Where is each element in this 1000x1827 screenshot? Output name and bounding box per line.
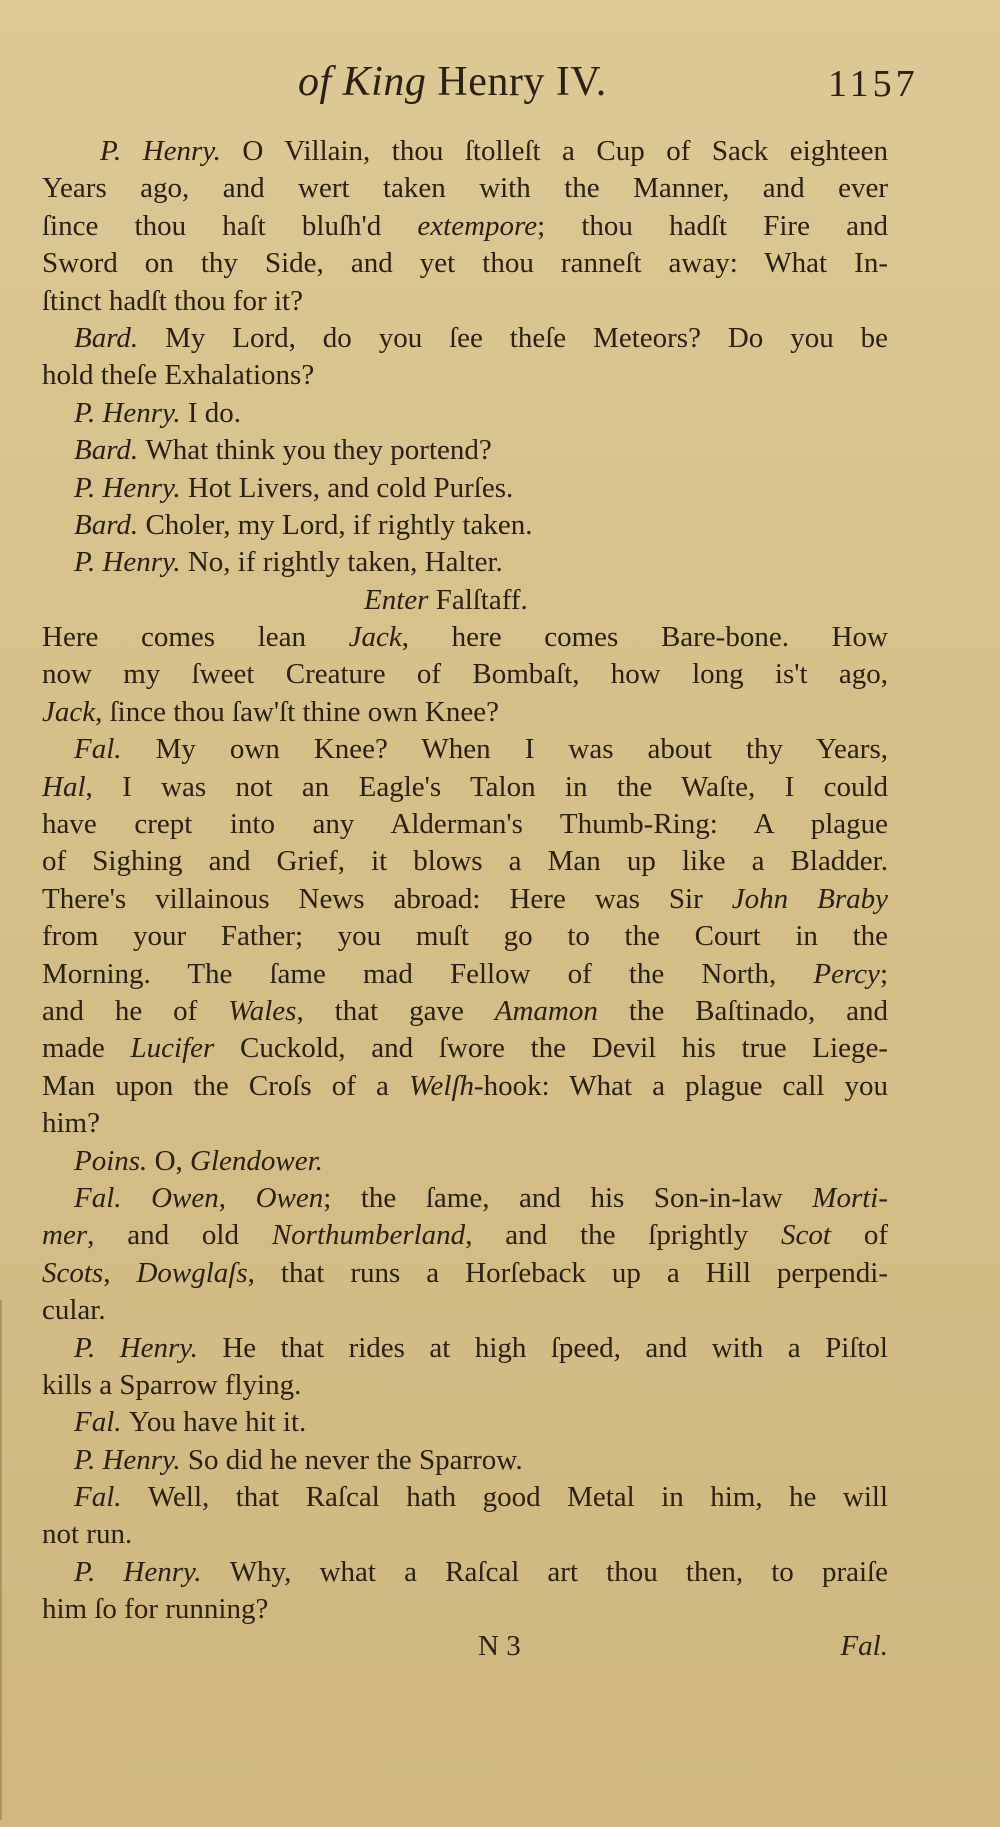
roman-text: My Lord, do you ſee theſe Meteors? Do you be: [165, 321, 888, 354]
roman-text: him?: [42, 1107, 100, 1140]
italic-text: Fal.: [74, 1481, 148, 1514]
italic-text: Amamon: [494, 994, 598, 1027]
text-line: [42, 283, 888, 320]
italic-text: Lucifer: [130, 1032, 215, 1065]
roman-text: Well, that Raſcal hath good Metal in him, he will: [148, 1481, 888, 1514]
text-line: [42, 245, 888, 282]
italic-text: Jack: [348, 621, 402, 654]
italic-text: John Braby: [731, 882, 888, 915]
roman-text: What think you they portend?: [145, 434, 492, 467]
running-title-main: Henry IV.: [437, 59, 607, 105]
roman-text: ſince thou haſt bluſh'd: [42, 209, 418, 242]
text-line: [42, 357, 888, 394]
running-title: [298, 58, 607, 106]
text-line: [42, 1255, 888, 1292]
text-line: [42, 1030, 888, 1067]
roman-text: and he of: [42, 994, 229, 1027]
roman-text: of Sighing and Grief, it blows a Man up like a Bladder.: [42, 845, 888, 878]
italic-text: P. Henry.: [74, 471, 188, 504]
text-line: [42, 731, 888, 768]
catchword: Fal.: [840, 1630, 888, 1662]
stage-direction: [42, 582, 888, 619]
roman-text: the Baſtinado, and: [597, 994, 889, 1027]
roman-text: made: [42, 1032, 131, 1065]
roman-text: ; thou hadſt Fire and: [537, 209, 888, 242]
roman-text: You have hit it.: [128, 1406, 307, 1439]
italic-text: Welſh: [409, 1069, 474, 1102]
text-line: [42, 1143, 888, 1180]
roman-text: Hot Livers, and cold Purſes.: [187, 471, 514, 504]
text-line: [42, 1367, 888, 1404]
roman-text: Sword on thy Side, and yet thou ranneſt away: What In-: [42, 247, 888, 280]
signature-mark: N 3: [478, 1630, 521, 1662]
text-line: [42, 1479, 888, 1516]
roman-text: Why, what a Raſcal art thou then, to praiſe: [229, 1555, 888, 1588]
running-title-italic: of King: [298, 59, 427, 105]
italic-text: Fal.: [74, 1406, 129, 1439]
roman-text: , and old: [87, 1219, 272, 1252]
text-line: [42, 1330, 888, 1367]
italic-text: Dowglaſs: [136, 1256, 248, 1289]
text-line: [42, 1105, 888, 1142]
italic-text: Bard.: [74, 321, 166, 354]
italic-text: Scot: [781, 1219, 831, 1252]
italic-text: Percy: [813, 957, 880, 990]
italic-text: Poins.: [74, 1144, 155, 1177]
roman-text: No, if rightly taken, Halter.: [187, 546, 503, 579]
text-line: [42, 881, 888, 918]
text-line: [42, 395, 888, 432]
italic-text: Wales: [228, 994, 297, 1027]
roman-text: of: [830, 1219, 888, 1252]
roman-text: I do.: [187, 396, 242, 429]
roman-text: Years ago, and wert taken with the Manner, and ever: [42, 172, 888, 205]
page-footer: [42, 1630, 888, 1670]
running-header: [0, 58, 1000, 108]
text-line: [42, 1217, 888, 1254]
roman-text: have crept into any Alderman's Thumb-Ring: A plague: [42, 808, 888, 841]
text-line: [42, 843, 888, 880]
roman-text: Here comes lean: [42, 621, 349, 654]
text-line: [42, 1591, 888, 1628]
text-line: [42, 544, 888, 581]
roman-text: ; the ſame, and his Son-in-law: [323, 1181, 813, 1214]
page-number: 1157: [828, 63, 919, 105]
italic-text: P. Henry.: [100, 135, 243, 167]
text-line: [42, 1442, 888, 1479]
roman-text: , here comes Bare-bone. How: [401, 621, 888, 654]
roman-text: O Villain, thou ſtolleſt a Cup of Sack eighteen: [242, 135, 888, 167]
text-line: [42, 470, 888, 507]
roman-text: Falſtaff.: [435, 583, 528, 616]
italic-text: Bard.: [74, 508, 146, 541]
roman-text: , I was not an Eagle's Talon in the Waſte, I could: [85, 770, 888, 803]
roman-text: There's villainous News abroad: Here was Sir: [42, 882, 732, 915]
text-line: [42, 1068, 888, 1105]
text-line: [42, 1516, 888, 1553]
roman-text: -hook: What a plague call you: [474, 1069, 888, 1102]
text-line: [42, 208, 888, 245]
roman-text: My own Knee? When I was about thy Years,: [155, 733, 888, 766]
italic-text: Scots: [42, 1256, 104, 1289]
roman-text: ,: [218, 1181, 256, 1214]
roman-text: from your Father; you muſt go to the Court in the: [42, 920, 888, 953]
roman-text: kills a Sparrow flying.: [42, 1368, 302, 1401]
text-line: [42, 1180, 888, 1217]
italic-text: extempore: [417, 209, 538, 242]
roman-text: cular.: [42, 1294, 106, 1327]
italic-text: P. Henry.: [74, 1331, 223, 1364]
text-line: [42, 507, 888, 544]
text-line: [42, 1554, 888, 1591]
text-line: [42, 769, 888, 806]
roman-text: , and the ſprightly: [465, 1219, 782, 1252]
text-line: [42, 956, 888, 993]
text-line: [42, 619, 888, 656]
italic-text: Northumberland: [271, 1219, 466, 1252]
text-line: [42, 1404, 888, 1441]
text-line: [42, 694, 888, 731]
roman-text: ;: [879, 957, 888, 990]
roman-text: now my ſweet Creature of Bombaſt, how long is't ago,: [42, 658, 888, 691]
italic-text: Fal.: [74, 733, 156, 766]
roman-text: ſtinct hadſt thou for it?: [42, 284, 303, 317]
text-line: [42, 656, 888, 693]
italic-text: Hal: [42, 770, 86, 803]
italic-text: Glendower.: [190, 1144, 323, 1177]
italic-text: Morti-: [812, 1181, 888, 1214]
text-line: [42, 993, 888, 1030]
text-line: [42, 133, 888, 170]
italic-text: P. Henry.: [74, 396, 188, 429]
text-line: [42, 320, 888, 357]
roman-text: ,: [103, 1256, 137, 1289]
text-line: [42, 1292, 888, 1329]
roman-text: hold theſe Exhalations?: [42, 359, 315, 392]
page-edge-shadow: [0, 1300, 2, 1820]
italic-text: P. Henry.: [74, 1555, 230, 1588]
italic-text: P. Henry.: [74, 546, 188, 579]
roman-text: him ſo for running?: [42, 1593, 269, 1626]
roman-text: , ſince thou ſaw'ſt thine own Knee?: [95, 695, 499, 728]
roman-text: Man upon the Croſs of a: [42, 1069, 410, 1102]
italic-text: Bard.: [74, 434, 146, 467]
roman-text: Cuckold, and ſwore the Devil his true Liege-: [214, 1032, 888, 1065]
roman-text: not run.: [42, 1518, 133, 1551]
roman-text: Choler, my Lord, if rightly taken.: [145, 508, 533, 541]
text-line: [42, 918, 888, 955]
roman-text: O,: [154, 1144, 191, 1177]
italic-text: P. Henry.: [74, 1443, 188, 1476]
italic-text: Fal. Owen: [74, 1181, 219, 1214]
text-line: [42, 432, 888, 469]
text-line: [42, 806, 888, 843]
text-line: [42, 170, 888, 207]
roman-text: , that gave: [296, 994, 495, 1027]
italic-text: Enter: [364, 583, 436, 616]
italic-text: mer: [42, 1219, 88, 1252]
roman-text: He that rides at high ſpeed, and with a Piſtol: [222, 1331, 888, 1364]
italic-text: Owen: [255, 1181, 324, 1214]
play-text: [42, 133, 888, 1629]
roman-text: Morning. The ſame mad Fellow of the North,: [42, 957, 814, 990]
italic-text: Jack: [42, 695, 96, 728]
roman-text: So did he never the Sparrow.: [187, 1443, 523, 1476]
roman-text: , that runs a Horſeback up a Hill perpendi-: [247, 1256, 888, 1289]
